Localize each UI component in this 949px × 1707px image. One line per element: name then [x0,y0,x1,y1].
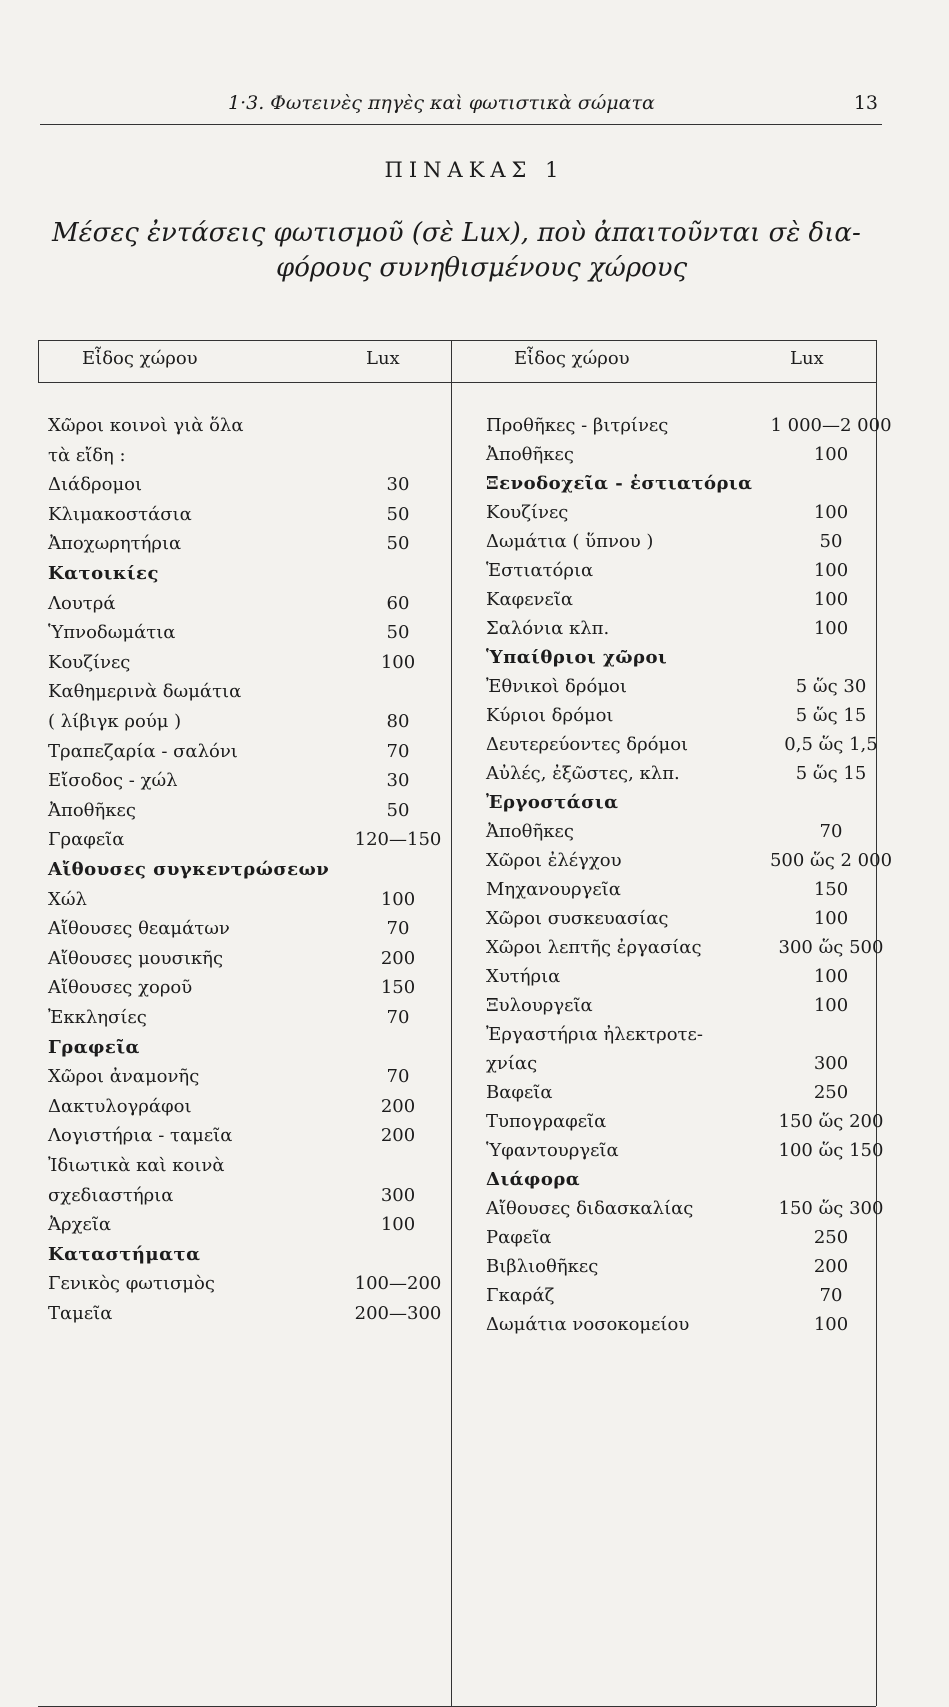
row-value: 100 [813,1314,849,1335]
row-name: Λογιστήρια - ταμεῖα [48,1125,233,1147]
row-name: Ἑστιατόρια [486,560,594,581]
row-name: Κουζίνες [486,502,569,523]
row-value: 150 [813,879,849,900]
row-value: 200 [380,947,416,969]
row-value: 70 [386,740,410,762]
row-name: Τραπεζαρία - σαλόνι [48,740,238,762]
row-value: 500 ὥς 2 000 [769,850,893,871]
table-left-rule [38,340,39,382]
row-name: Ξυλουργεῖα [486,995,593,1016]
caption-line-2: φόρους συνηθισμένους χώρους [276,253,688,283]
row-value: 120—150 [354,829,442,851]
row-value: 70 [386,1066,410,1088]
table-label: ΠΙΝΑΚΑΣ 1 [384,158,565,182]
table-middle-rule [451,340,452,1706]
row-name: Χῶροι κοινοὶ γιὰ ὅλα [48,415,244,436]
row-value: 100 [813,502,849,523]
lux-table [38,340,893,1706]
row-value: 100 [813,589,849,610]
row-name: ( λίβιγκ ρούμ ) [48,711,182,732]
row-name: Ἀποθῆκες [486,444,574,465]
row-name: Αἴθουσες θεαμάτων [48,918,230,940]
row-value: 50 [386,503,410,525]
row-value: 1 000—2 000 [770,415,892,436]
row-name: σχεδιαστήρια [48,1184,174,1206]
row-value: 70 [386,918,410,940]
row-value: 50 [386,622,410,644]
row-value: 80 [386,711,410,732]
row-name: Γραφεῖα [48,829,125,851]
row-name: Ἀρχεῖα [48,1214,112,1236]
row-value: 100 [380,651,416,673]
row-name: Γραφεῖα [48,1036,140,1058]
row-value: 250 [813,1082,849,1103]
row-name: Ραφεῖα [486,1227,552,1248]
row-value: 50 [386,799,410,821]
row-name: Ὑφαντουργεῖα [486,1140,619,1161]
row-value: 200 [813,1256,849,1277]
caption-line-1: Μέσες ἐντάσεις φωτισμοῦ (σὲ Lux), ποὺ ἀπαιτοῦνται σὲ δια- [52,218,861,248]
row-name: Κατοικίες [48,563,159,584]
row-name: Βαφεῖα [486,1082,553,1103]
row-name: Αἴθουσες χοροῦ [48,977,193,999]
row-value: 0,5 ὥς 1,5 [784,734,878,755]
row-name: Αἴθουσες μουσικῆς [48,947,224,969]
row-name: Γενικὸς φωτισμὸς [48,1273,215,1295]
row-value: 5 ὥς 15 [795,705,867,726]
row-name: Ὑπνοδωμάτια [48,622,176,644]
row-name: Δακτυλογράφοι [48,1095,192,1117]
header-left-value: Lux [366,348,400,369]
running-header [40,92,882,125]
row-value: 100 [813,560,849,581]
row-value: 150 [380,977,416,999]
row-name: Ταμεῖα [48,1303,113,1324]
row-name: Χῶροι ἀναμονῆς [48,1066,200,1088]
row-name: Ξενοδοχεῖα - ἑστιατόρια [486,473,753,494]
row-name: Ἰδιωτικὰ καὶ κοινὰ [48,1155,225,1176]
row-value: 60 [386,592,410,614]
row-value: 200—300 [354,1303,442,1324]
row-name: Προθῆκες - βιτρίνες [486,415,669,436]
row-value: 70 [819,821,843,842]
row-value: 100 [813,444,849,465]
row-name: Χῶροι ἐλέγχου [486,850,622,871]
row-name: Ἀποθῆκες [486,821,574,842]
row-value: 100 ὥς 150 [778,1140,884,1161]
row-value: 70 [386,1007,410,1028]
row-name: τὰ εἴδη : [48,444,126,466]
row-name: Γκαράζ [486,1285,555,1306]
row-value: 300 [380,1184,416,1206]
row-name: Βιβλιοθῆκες [486,1256,599,1277]
row-value: 5 ὥς 30 [795,676,867,697]
row-name: χνίας [486,1053,538,1074]
row-name: Ἀποχωρητήρια [48,533,182,555]
row-name: Κουζίνες [48,651,131,673]
row-value: 100 [813,966,849,987]
row-name: Χῶροι συσκευασίας [486,908,669,929]
row-value: 250 [813,1227,849,1248]
row-name: Ἐργοστάσια [486,792,619,813]
page-number: 13 [853,92,878,114]
row-value: 100 [813,995,849,1016]
row-value: 70 [819,1285,843,1306]
header-right-value: Lux [790,348,824,369]
row-name: Κλιμακοστάσια [48,503,192,525]
table-caption [52,216,892,286]
row-value: 150 ὥς 200 [778,1111,884,1132]
row-name: Λουτρά [48,592,116,614]
row-value: 5 ὥς 15 [795,763,867,784]
row-name: Καταστήματα [48,1243,201,1265]
row-name: Δευτερεύοντες δρόμοι [486,734,689,755]
row-value: 100 [380,1214,416,1236]
header-left-name: Εἶδος χώρου [82,348,198,369]
row-name: Ἐκκλησίες [48,1007,147,1028]
row-name: Χῶροι λεπτῆς ἐργασίας [486,937,702,958]
row-name: Αὐλές, ἐξῶστες, κλπ. [486,763,680,784]
running-title: 1·3. Φωτεινὲς πηγὲς καὶ φωτιστικὰ σώματα [228,92,655,114]
header-right-name: Εἶδος χώρου [514,348,630,369]
row-value: 200 [380,1095,416,1117]
row-value: 100—200 [354,1273,442,1295]
row-name: Σαλόνια κλπ. [486,618,610,639]
row-value: 100 [380,888,416,910]
row-value: 100 [813,618,849,639]
row-value: 150 ὥς 300 [778,1198,884,1219]
table-top-rule [38,340,876,341]
row-name: Δωμάτια νοσοκομείου [486,1314,690,1335]
row-name: Καθημερινὰ δωμάτια [48,681,242,703]
row-name: Ἐργαστήρια ἠλεκτροτε- [486,1024,703,1045]
table-header-rule [38,382,876,383]
row-value: 50 [386,533,410,555]
row-value: 300 [813,1053,849,1074]
row-value: 30 [386,474,410,496]
row-value: 30 [386,770,410,792]
row-name: Ἀποθῆκες [48,799,136,821]
row-name: Διάφορα [486,1169,581,1190]
row-name: Αἴθουσες συγκεντρώσεων [48,859,330,880]
row-name: Κύριοι δρόμοι [486,705,614,726]
row-value: 300 ὥς 500 [778,937,884,958]
row-name: Ὑπαίθριοι χῶροι [486,647,668,668]
row-name: Τυπογραφεῖα [486,1111,607,1132]
row-name: Ἐθνικοὶ δρόμοι [486,676,627,697]
row-value: 200 [380,1125,416,1147]
row-name: Εἴσοδος - χώλ [48,770,178,792]
row-value: 50 [819,531,843,552]
row-name: Καφενεῖα [486,589,574,610]
row-name: Χώλ [48,888,87,910]
row-name: Διάδρομοι [48,474,143,496]
row-name: Αἴθουσες διδασκαλίας [486,1198,694,1219]
row-name: Δωμάτια ( ὕπνου ) [486,531,654,552]
row-value: 100 [813,908,849,929]
row-name: Μηχανουργεῖα [486,879,621,900]
row-name: Χυτήρια [486,966,561,987]
